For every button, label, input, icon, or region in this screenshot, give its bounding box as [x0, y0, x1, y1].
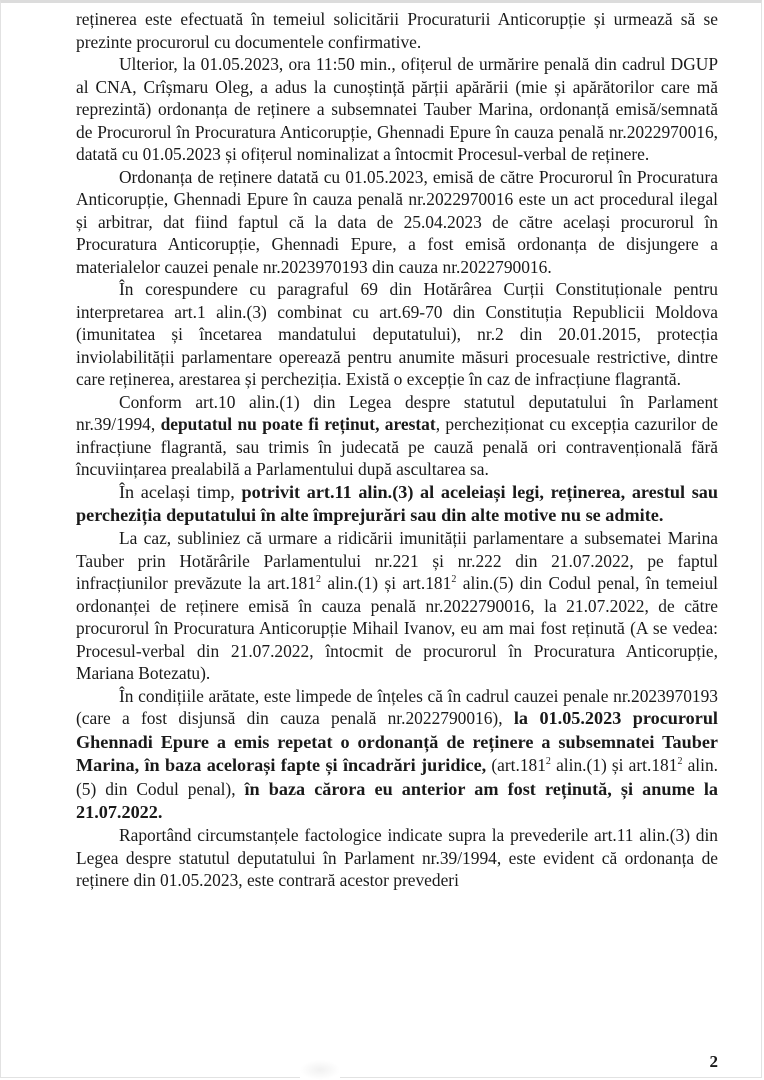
- text-segment: alin.(5) din Codul penal),: [76, 755, 719, 799]
- paragraph-6: [76, 481, 718, 528]
- bold-text-segment: potrivit art.11 alin.(3) al aceleiași legi, reținerea, arestul sau percheziția deputatului în alte împrejurări sau din alte motive nu se admite.: [76, 481, 718, 525]
- text-segment: Raportând circumstanțele factologice indicate supra la prevederile art.11 alin.(3) din Legea despre statutul deputatului în Parlament nr.39/1994, este evident că ordonanța de reținere din 01.05.2023, este contrară acestor prevederi: [76, 825, 718, 891]
- paragraph-3: [76, 166, 718, 279]
- text-segment: În condițiile arătate, este limpede de înțeles că în cadrul cauzei penale nr.2023970193 (care a fost disjunsă din cauza penală nr.2022790016),: [76, 685, 718, 729]
- paragraph-1: [76, 8, 718, 53]
- text-segment: În corespundere cu paragraful 69 din Hotărârea Curții Constituționale pentru interpretarea art.1 alin.(3) combinat cu art.69-70 din Constituția Republicii Moldova (imunitatea și încetarea mandatului deputatului), nr.2 din 20.01.2015, protecția inviolabilității parlamentare operează pentru anumite măsuri procesuale restrictive, dintre care reținerea, arestarea și percheziția. Există o excepție în caz de infracțiune flagrantă.: [76, 279, 718, 389]
- text-segment: reținerea este efectuată în temeiul solicitării Procuraturii Anticorupție și urmează să se prezinte procurorul cu documentele confirmative.: [76, 9, 718, 52]
- paragraph-8: [76, 685, 718, 825]
- paragraph-9: [76, 824, 718, 892]
- text-segment: alin.(5) din Codul penal, în temeiul ordonanței de reținere emisă în cauza penală nr.2022790016, la 21.07.2022, de către procurorul în Procuratura Anticorupție Mihail Ivanov, eu am mai fost reținută (A se vedea: Procesul-verbal din 21.07.2022, întocmit de procurorul în Procuratura Anticorupție, Mariana Botezatu).: [76, 573, 718, 684]
- paragraph-7: [76, 527, 718, 685]
- bold-text-segment: deputatul nu poate fi reținut, arestat: [160, 414, 436, 434]
- paragraph-2: [76, 53, 718, 166]
- document-body: [76, 8, 718, 892]
- text-segment: Ordonanța de reținere datată cu 01.05.2023, emisă de către Procurorul în Procuratura Anticorupție, Ghennadi Epure în cauza penală nr.2022970016 este un act procedural ilegal și arbitrar, dat fiind faptul că la data de 25.04.2023 de către același procurorul în Procuratura Anticorupție, Ghennadi Epure, a fost emisă ordonanța de disjungere a materialelor cauzei penale nr.2023970193 din cauza nr.2022790016.: [76, 166, 718, 277]
- text-segment: La caz, subliniez că urmare a ridicării imunității parlamentare a subsematei Marina Tauber prin Hotărârile Parlamentului nr.221 și nr.222 din 21.07.2022, pe faptul infracțiunilor prevăzute la art.181: [76, 528, 718, 594]
- page-number: 2: [709, 1052, 718, 1071]
- superscript: 2: [451, 574, 457, 586]
- superscript: 2: [545, 756, 551, 768]
- bold-text-segment: în baza cărora eu anterior am fost reținută, și anume la 21.07.2022.: [76, 778, 718, 822]
- text-segment: Conform art.10 alin.(1) din Legea despre statutul deputatului în Parlament nr.39/1994,: [76, 391, 718, 434]
- text-segment: alin.(1) și art.181: [550, 755, 678, 776]
- text-segment: Ulterior, la 01.05.2023, ora 11:50 min., ofițerul de urmărire penală din cadrul DGUP al CNA, Crîșmaru Oleg, a adus la cunoștință părții apărării (mie și apărătorilor care mă reprezintă) ordonanța de reținere a subsemnatei Tauber Marina, ordonanță emisă/semnată de Procurorul în Procuratura Anticorupție, Ghennadi Epure în cauza penală nr.2022970016, datată cu 01.05.2023 și ofițerul nominalizat a întocmit Procesul-verbal de reținere.: [76, 54, 718, 164]
- paragraph-4: [76, 278, 718, 391]
- text-segment: (art.181: [486, 755, 546, 776]
- text-segment: alin.(1) și art.181: [320, 573, 452, 594]
- scan-smudge: [300, 1060, 340, 1080]
- paragraph-5: [76, 391, 718, 481]
- text-segment: În același timp,: [119, 481, 242, 502]
- superscript: 2: [315, 574, 321, 586]
- text-segment: , percheziționat cu excepția cazurilor de infracțiune flagrantă, sau trimis în judecată pe cauză penală ori contravențională fără încuviințarea prealabilă a Parlamentului după ascultarea sa.: [76, 414, 718, 479]
- bold-text-segment: la 01.05.2023 procurorul Ghennadi Epure a emis repetat o ordonanță de reținere a subsemnatei Tauber Marina, în baza acelorași fapte și încadrări juridice,: [76, 708, 718, 776]
- superscript: 2: [677, 756, 683, 768]
